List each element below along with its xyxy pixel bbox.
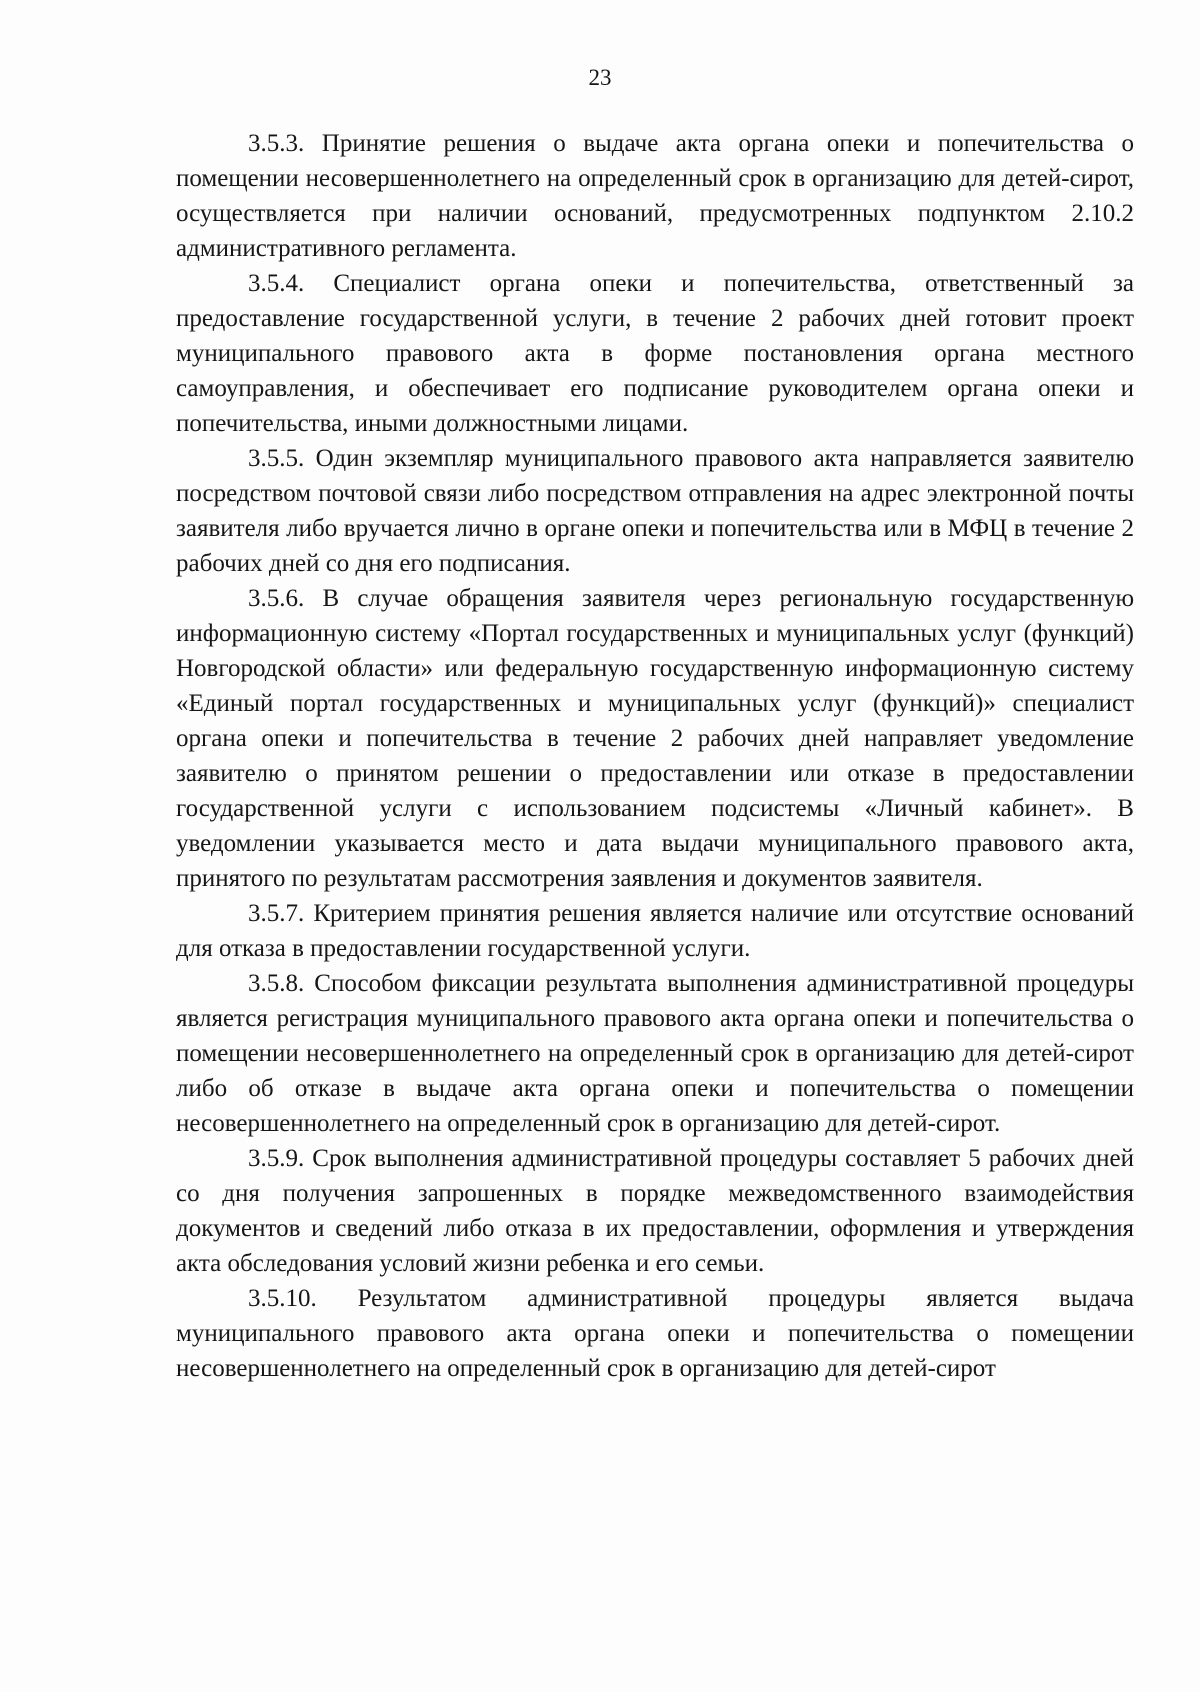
paragraph-3-5-5: 3.5.5. Один экземпляр муниципального правового акта направляется заявителю посредством почтовой связи либо посредством отправления на адрес электронной почты заявителя либо вручается лично в органе опеки и попечительства или в МФЦ в течение 2 рабочих дней со дня его подписания. [176,445,1134,577]
document-body [176,126,1134,1386]
paragraph-3-5-8: 3.5.8. Способом фиксации результата выполнения административной процедуры является регистрация муниципального правового акта органа опеки и попечительства о помещении несовершеннолетнего на определенный срок в организацию для детей-сирот либо об отказе в выдаче акта органа опеки и попечительства о помещении несовершеннолетнего на определенный срок в организацию для детей-сирот. [176,970,1134,1137]
paragraph-3-5-4: 3.5.4. Специалист органа опеки и попечительства, ответственный за предоставление государственной услуги, в течение 2 рабочих дней готовит проект муниципального правового акта в форме постановления органа местного самоуправления, и обеспечивает его подписание руководителем органа опеки и попечительства, иными должностными лицами. [176,270,1134,437]
paragraph-3-5-6: 3.5.6. В случае обращения заявителя через региональную государственную информационную систему «Портал государственных и муниципальных услуг (функций) Новгородской области» или федеральную государственную информационную систему «Единый портал государственных и муниципальных услуг (функций)» специалист органа опеки и попечительства в течение 2 рабочих дней направляет уведомление заявителю о принятом решении о предоставлении или отказе в предоставлении государственной услуги с использованием подсистемы «Личный кабинет». В уведомлении указывается место и дата выдачи муниципального правового акта, принятого по результатам рассмотрения заявления и документов заявителя. [176,585,1134,892]
paragraph-3-5-10: 3.5.10. Результатом административной процедуры является выдача муниципального правового акта органа опеки и попечительства о помещении несовершеннолетнего на определенный срок в организацию для детей-сирот [176,1285,1134,1382]
paragraph-3-5-9: 3.5.9. Срок выполнения административной процедуры составляет 5 рабочих дней со дня получения запрошенных в порядке межведомственного взаимодействия документов и сведений либо отказа в их предоставлении, оформления и утверждения акта обследования условий жизни ребенка и его семьи. [176,1145,1134,1277]
paragraph-3-5-3: 3.5.3. Принятие решения о выдаче акта органа опеки и попечительства о помещении несовершеннолетнего на определенный срок в организацию для детей-сирот, осуществляется при наличии оснований, предусмотренных подпунктом 2.10.2 административного регламента. [176,130,1134,262]
page-number: 23 [588,65,612,90]
paragraph-3-5-7: 3.5.7. Критерием принятия решения является наличие или отсутствие оснований для отказа в предоставлении государственной услуги. [176,900,1134,962]
